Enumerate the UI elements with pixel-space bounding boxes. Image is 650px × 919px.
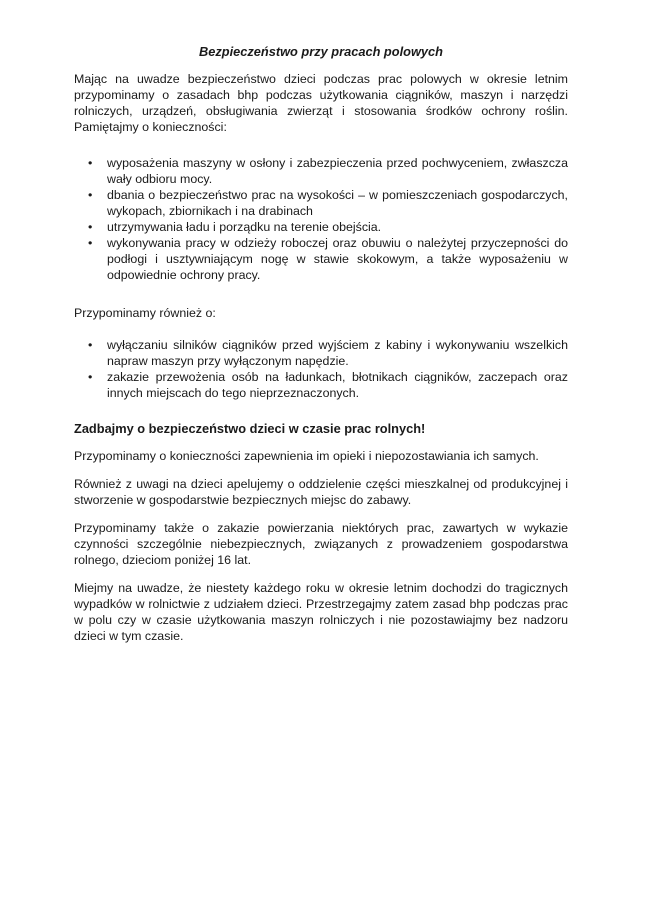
body-paragraph: Przypominamy o konieczności zapewnienia im opieki i niepozostawiania ich samych. [74,449,539,463]
bullet-icon: • [88,188,93,202]
document-title: Bezpieczeństwo przy pracach polowych [199,44,443,59]
body-paragraph: Również z uwagi na dzieci apelujemy o oddzielenie części mieszkalnej od produkcyjnej i stworzenie w gospodarstwie bezpiecznych miejsc do zabawy. [74,477,568,507]
list-item-text: utrzymywania ładu i porządku na terenie obejścia. [107,220,382,234]
list-item-text: dbania o bezpieczeństwo prac na wysokości – w pomieszczeniach gospodarczych, wykopach, zbiornikach i na drabinach [107,188,568,218]
bullet-icon: • [88,338,93,352]
reminders-list [74,337,568,401]
list-item [74,219,568,235]
bullet-icon: • [88,370,93,384]
list-item-text: wyłączaniu silników ciągników przed wyjściem z kabiny i wykonywaniu wszelkich napraw maszyn przy wyłączonym napędzie. [107,338,568,368]
reminder-lead: Przypominamy również o: [74,306,216,320]
list-item-text: wykonywania pracy w odzieży roboczej oraz obuwiu o należytej przyczepności do podłogi i usztywniającym nogę w stawie skokowym, a także wyposażeniu w odpowiednie ochrony pracy. [107,236,568,282]
list-item [74,337,568,369]
list-item [74,155,568,187]
list-item [74,187,568,219]
bullet-icon: • [88,156,93,170]
bullet-icon: • [88,220,93,234]
document-page [74,44,568,656]
body-paragraph: Przypominamy także o zakazie powierzania niektórych prac, zawartych w wykazie czynności szczególnie niebezpiecznych, związanych z prowadzeniem gospodarstwa rolnego, dzieciom poniżej 16 lat. [74,521,568,567]
bullet-icon: • [88,236,93,250]
list-item-text: wyposażenia maszyny w osłony i zabezpieczenia przed pochwyceniem, zwłaszcza wały odbioru mocy. [107,156,568,186]
obligations-list [74,155,568,283]
list-item [74,369,568,401]
list-item [74,235,568,283]
section-heading: Zadbajmy o bezpieczeństwo dzieci w czasie prac rolnych! [74,421,426,436]
body-paragraph: Miejmy na uwadze, że niestety każdego roku w okresie letnim dochodzi do tragicznych wypadków w rolnictwie z udziałem dzieci. Przestrzegajmy zatem zasad bhp podczas prac w polu czy w czasie użytkowania maszyn rolniczych i nie pozostawiajmy bez nadzoru dzieci w tym czasie. [74,581,568,643]
intro-paragraph: Mając na uwadze bezpieczeństwo dzieci podczas prac polowych w okresie letnim przypominamy o zasadach bhp podczas użytkowania ciągników, maszyn i narzędzi rolniczych, urządzeń, obsługiwania zwierząt i stosowania środków ochrony roślin. Pamiętajmy o konieczności: [74,72,568,134]
list-item-text: zakazie przewożenia osób na ładunkach, błotnikach ciągników, zaczepach oraz innych miejscach do tego nieprzeznaczonych. [107,370,568,400]
